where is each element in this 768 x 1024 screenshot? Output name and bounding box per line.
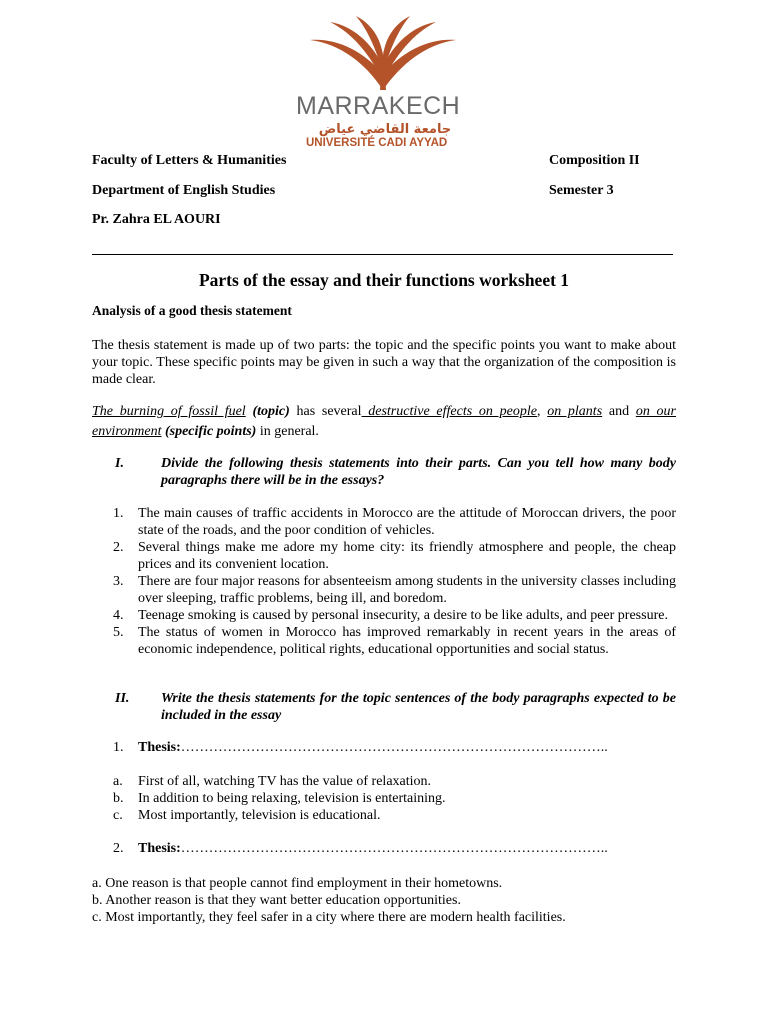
logo-university-name: UNIVERSITÉ CADI AYYAD	[306, 137, 448, 149]
thesis-statement-list	[92, 505, 676, 658]
list-item: 5. The status of women in Morocco has improved remarkably in recent years in the areas of economic independence, political rights, educational opportunities and social status.	[113, 625, 676, 657]
section-subtitle: Analysis of a good thesis statement	[92, 303, 292, 318]
example-topic-tag: (topic)	[252, 404, 290, 419]
university-logo	[296, 14, 470, 149]
list-item: c. Most importantly, they feel safer in a city where there are modern health facilities.	[92, 910, 566, 925]
course-label: Composition II	[549, 153, 640, 168]
faculty-label: Faculty of Letters & Humanities	[92, 153, 287, 168]
example-comma: ,	[536, 404, 541, 419]
example-point-2: on plants	[547, 404, 603, 419]
semester-label: Semester 3	[549, 183, 614, 198]
palm-emblem-icon	[296, 14, 470, 94]
example-sentence	[92, 402, 676, 442]
thesis-1-line: 1. Thesis:………………………………………………………………………………..	[113, 740, 608, 755]
section-2-instruction: Write the thesis statements for the topic sentences of the body paragraphs expected to be included in the essay	[161, 691, 676, 723]
example-topic: The burning of fossil fuel	[92, 404, 246, 419]
header-divider	[92, 254, 673, 255]
section-2-heading	[92, 690, 676, 724]
thesis-2-label: Thesis:	[138, 841, 181, 856]
thesis-1-blank[interactable]: ………………………………………………………………………………..	[180, 740, 608, 755]
list-item: c. Most importantly, television is educational.	[113, 808, 381, 823]
topic-sentences-list-2	[92, 875, 682, 926]
thesis-2-blank[interactable]: ………………………………………………………………………………..	[180, 841, 608, 856]
example-ending: in general.	[256, 424, 319, 439]
example-point-3: on our environment	[92, 404, 677, 439]
section-1-numeral: I.	[115, 456, 124, 471]
logo-arabic-name: جامعة القاضي عياض	[318, 122, 452, 137]
example-point-1: destructive effects on people	[361, 404, 537, 419]
thesis-2-line: 2. Thesis:………………………………………………………………………………..	[113, 841, 608, 856]
list-item: b. In addition to being relaxing, television is entertaining.	[113, 791, 446, 806]
topic-sentences-list-1	[92, 773, 676, 824]
list-item: a. First of all, watching TV has the value of relaxation.	[113, 774, 432, 789]
section-1-instruction: Divide the following thesis statements into their parts. Can you tell how many body paragraphs there will be in the essays?	[161, 456, 676, 488]
list-item: a. One reason is that people cannot find employment in their hometowns.	[92, 876, 503, 891]
section-1-heading	[92, 455, 676, 489]
list-item: 1. The main causes of traffic accidents in Morocco are the attitude of Moroccan drivers, the poor state of the roads, and the poor condition of vehicles.	[113, 506, 676, 538]
intro-paragraph: The thesis statement is made up of two parts: the topic and the specific points you want to make about your topic. These specific points may be given in such a way that the organization of the composition is made clear.	[92, 338, 676, 387]
thesis-1-label: Thesis:	[138, 740, 181, 755]
logo-wordmark: MARRAKECH	[296, 92, 461, 120]
list-item: 4. Teenage smoking is caused by personal insecurity, a desire to be like adults, and peer pressure.	[113, 608, 668, 623]
list-item: 3. There are four major reasons for absenteeism among students in the university classes including over sleeping, traffic problems, being ill, and boredom.	[113, 574, 676, 606]
department-label: Department of English Studies	[92, 183, 276, 198]
example-connector: has several	[289, 404, 362, 419]
example-and: and	[602, 404, 636, 419]
example-points-tag: (specific points)	[164, 424, 257, 439]
worksheet-title: Parts of the essay and their functions worksheet 1	[198, 270, 570, 290]
list-item: 2. Several things make me adore my home city: its friendly atmosphere and people, the cheap prices and its convenient location.	[113, 540, 676, 572]
list-item: b. Another reason is that they want better education opportunities.	[92, 893, 461, 908]
section-2-numeral: II.	[115, 691, 130, 706]
professor-label: Pr. Zahra EL AOURI	[92, 212, 221, 227]
